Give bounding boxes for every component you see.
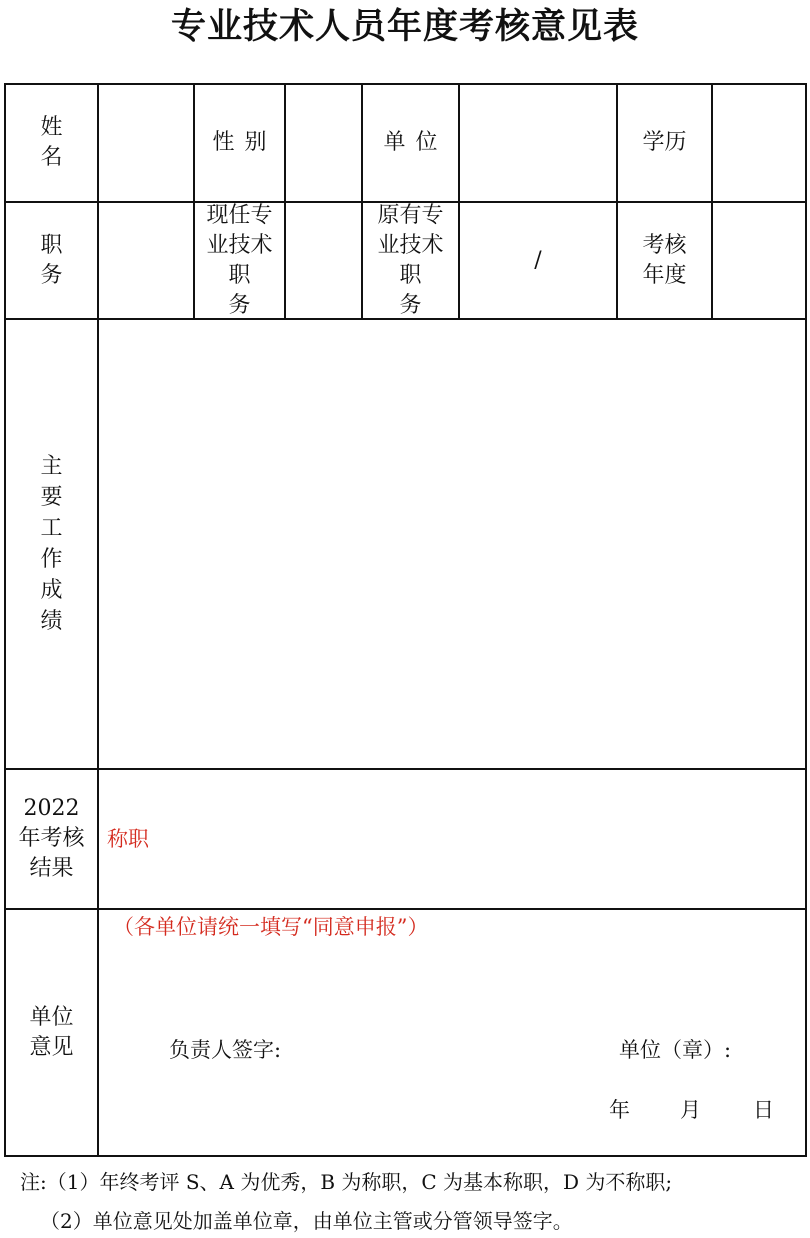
achievements-label [6,320,97,768]
label-line: 原有专 [377,202,444,228]
label-char: 主 [40,454,63,479]
form-title: 专业技术人员年度考核意见表 [170,6,639,47]
original-title-label [363,203,458,318]
label-line: 意见 [29,1034,74,1060]
label-line: 职 务 [228,262,273,318]
unit-label: 单位 [383,130,448,155]
result-label [6,770,97,908]
footnote-line-1: 注:（1）年终考评 S、A 为优秀，B 为称职，C 为基本称职，D 为不称职; [20,1170,673,1194]
label-line: 结果 [29,856,74,881]
position-label: 职 务 [40,232,91,288]
label-line: 现任专 [206,202,273,228]
seal-label: 单位（章）: [619,1038,732,1062]
assess-year-label [618,203,711,318]
unit-opinion-instruction: （各单位请统一填写“同意申报”） [113,915,429,939]
label-line: 职 务 [399,262,444,318]
label-line: 年度 [642,262,687,288]
label-line: 考核 [642,232,687,258]
current-title-field[interactable] [286,203,361,318]
label-char: 成 [40,578,63,603]
label-char: 要 [40,485,63,510]
label-char: 工 [40,516,63,541]
label-line: 年考核 [18,826,85,851]
original-title-field[interactable]: / [534,247,542,273]
unit-field[interactable] [460,85,616,201]
unit-opinion-field[interactable] [99,910,805,1155]
footnote-line-2: （2）单位意见处加盖单位章，由单位主管或分管领导签字。 [40,1209,573,1233]
assessment-form-table [4,83,807,1157]
date-year-label: 年 [609,1098,630,1122]
date-month-label: 月 [680,1098,701,1122]
name-field[interactable] [99,85,193,201]
label-char: 绩 [40,609,63,634]
label-line: 业技术 [206,232,273,258]
achievements-field[interactable] [99,320,805,768]
label-line: 业技术 [377,232,444,258]
name-label: 姓 名 [40,115,91,170]
date-day-label: 日 [753,1098,774,1122]
label-char: 作 [40,547,63,572]
gender-label: 性别 [212,130,277,155]
unit-opinion-label [6,910,97,1155]
education-field[interactable] [713,85,805,201]
position-field[interactable] [99,203,193,318]
label-line: 2022 [23,796,80,821]
assess-year-field[interactable] [713,203,805,318]
signer-label: 负责人签字: [169,1038,282,1062]
current-title-label [195,203,284,318]
result-value[interactable]: 称职 [107,827,149,851]
gender-field[interactable] [286,85,361,201]
label-line: 单位 [29,1004,74,1030]
education-label: 学历 [642,130,687,155]
